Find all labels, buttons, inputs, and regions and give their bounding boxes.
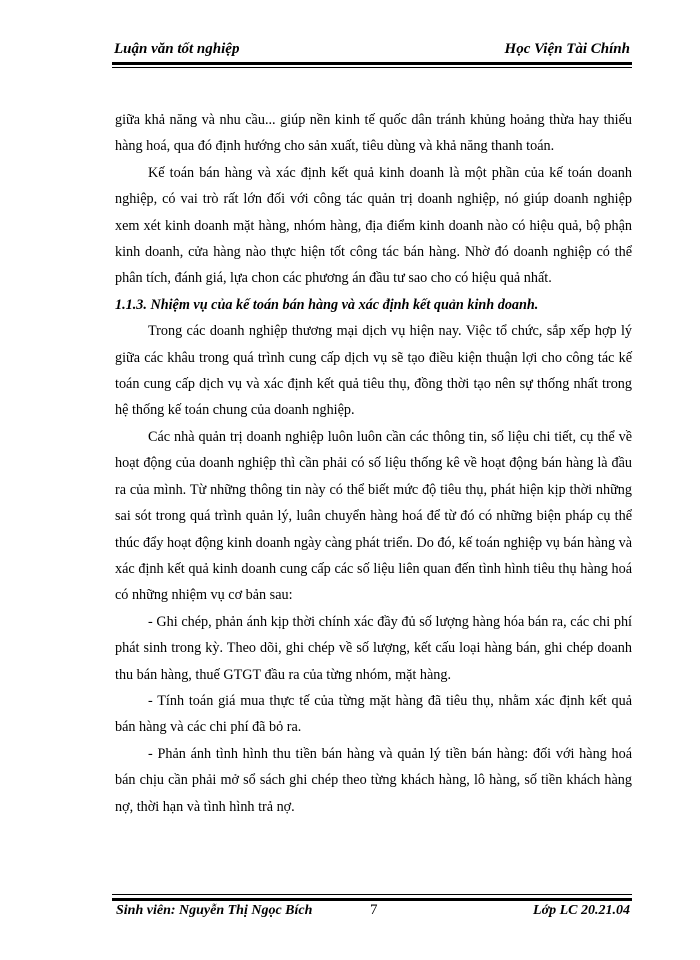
header-thesis-title: Luận văn tốt nghiệp xyxy=(114,41,240,57)
header-divider-thick xyxy=(112,62,632,65)
task-item-recording: - Ghi chép, phản ánh kịp thời chính xác đầy đủ số lượng hàng hóa bán ra, các chi phí phát sinh trong kỳ. Theo dõi, ghi chép về số lượng, kết cấu loại hàng bán, ghi chép doanh thu bán hàng, thuế GTGT đầu ra của từng nhóm, mặt hàng. xyxy=(115,613,632,683)
page-header xyxy=(112,39,632,63)
header-institution: Học Viện Tài Chính xyxy=(504,41,630,57)
paragraph-service-enterprises: Trong các doanh nghiệp thương mại dịch vụ hiện nay. Việc tổ chức, sắp xếp hợp lý giữa các khâu trong quá trình cung cấp dịch vụ sẽ tạo điều kiện thuận lợi cho công tác kế toán cung cấp dịch vụ và xác định kết quả tiêu thụ, đồng thời tạo nên sự thống nhất trong hệ thống kế toán chung của doanh nghiệp. xyxy=(115,323,632,419)
footer-divider-thin xyxy=(112,894,632,895)
page-number: 7 xyxy=(370,902,378,918)
document-body xyxy=(115,107,632,820)
footer-class-code: Lớp LC 20.21.04 xyxy=(533,903,630,918)
header-divider-thin xyxy=(112,67,632,68)
section-heading: 1.1.3. Nhiệm vụ của kế toán bán hàng và xác định kết quản kinh doanh. xyxy=(115,296,539,313)
paragraph-accounting-role: Kế toán bán hàng và xác định kết quả kinh doanh là một phần của kế toán doanh nghiệp, có vai trò rất lớn đối với công tác quản trị doanh nghiệp, nó giúp doanh nghiệp xem xét kinh doanh mặt hàng, nhóm hàng, địa điểm kinh doanh nào có hiệu quả, bộ phận kinh doanh, cửa hàng nào thực hiện tốt công tác bán hàng. Nhờ đó doanh nghiệp có thể phân tích, đánh giá, lựa chon các phương án đầu tư sao cho có hiệu quả nhất. xyxy=(115,164,632,287)
task-item-costing: - Tính toán giá mua thực tế của từng mặt hàng đã tiêu thụ, nhằm xác định kết quả bán hàng và các chi phí đã bỏ ra. xyxy=(115,692,632,736)
task-item-collection: - Phản ánh tình hình thu tiền bán hàng và quản lý tiền bán hàng: đối với hàng hoá bán chịu cần phải mở sổ sách ghi chép theo từng khách hàng, lô hàng, số tiền khách hàng nợ, thời hạn và tình hình trả nợ. xyxy=(115,745,632,815)
paragraph-continuation: giữa khả năng và nhu cầu... giúp nền kinh tế quốc dân tránh khủng hoảng thừa hay thiếu hàng hoá, qua đó định hướng cho sản xuất, tiêu dùng và khả năng thanh toán. xyxy=(115,112,632,155)
footer-student-name: Sinh viên: Nguyễn Thị Ngọc Bích xyxy=(116,903,313,918)
paragraph-managers-info: Các nhà quản trị doanh nghiệp luôn luôn cần các thông tin, số liệu chi tiết, cụ thể về hoạt động của doanh nghiệp thì cần phải có số liệu thống kê về hoạt động bán hàng là đầu ra của mình. Từ những thông tin này có thể biết mức độ tiêu thụ, phát hiện kịp thời những sai sót trong quá trình quản lý, luân chuyển hàng hoá để từ đó có những biện pháp cụ thể thúc đẩy hoạt động kinh doanh ngày càng phát triển. Do đó, kế toán nghiệp vụ bán hàng và xác định kết quả kinh doanh cung cấp các số liệu liên quan đến tình hình tiêu thụ hàng hoá có những nhiệm vụ cơ bản sau: xyxy=(115,428,632,604)
page-footer xyxy=(112,900,632,922)
